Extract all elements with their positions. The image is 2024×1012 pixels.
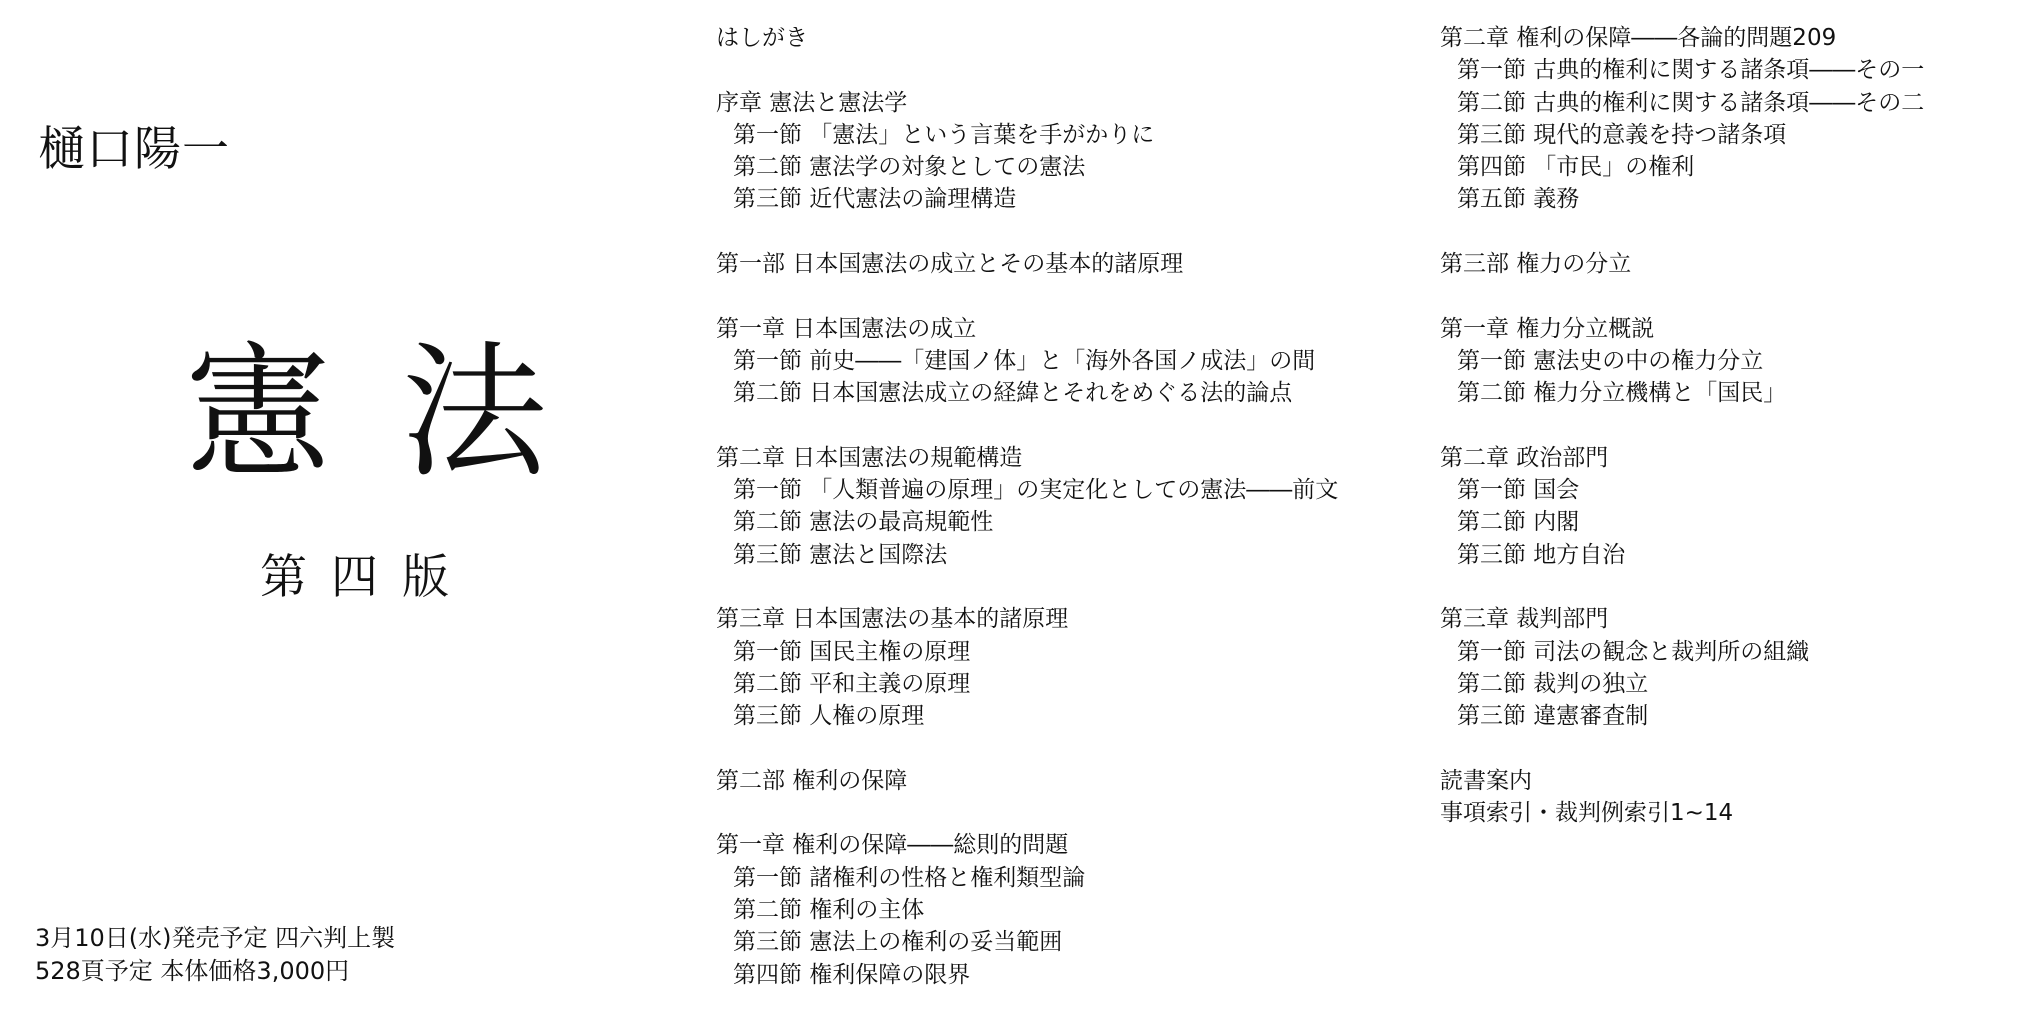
release-date-line: 3月10日(水)発売予定 四六判上製 [35, 924, 396, 952]
toc-section: 第二節 憲法学の対象としての憲法 [733, 154, 1086, 181]
toc-heading: 第三章 日本国憲法の基本的諸原理 [716, 606, 1069, 633]
toc-section: 第二節 権利の主体 [733, 897, 925, 924]
toc-heading: 第一部 日本国憲法の成立とその基本的諸原理 [716, 251, 1184, 278]
book-title [185, 328, 547, 498]
toc-section: 第一節 「憲法」という言葉を手がかりに [733, 121, 1155, 148]
toc-section: 第一節 国民主権の原理 [733, 638, 971, 665]
toc-section: 第三節 人権の原理 [733, 703, 925, 730]
toc-spacer [716, 54, 1416, 86]
toc-spacer [716, 410, 1416, 442]
toc-section: 第三節 憲法と国際法 [733, 541, 948, 568]
toc-heading: はしがき [716, 25, 808, 51]
toc-section: 第四節 「市民」の権利 [1457, 154, 1695, 181]
toc-section: 第二節 裁判の独立 [1457, 670, 1649, 697]
toc-spacer [1440, 216, 2010, 248]
toc-section: 第三節 現代的意義を持つ諸条項 [1457, 121, 1787, 148]
toc-heading: 事項索引・裁判例索引1~14 [1440, 800, 1734, 827]
toc-heading: 序章 憲法と憲法学 [716, 89, 908, 116]
table-of-contents-left [716, 22, 1416, 991]
edition-label: 第四版 [260, 550, 473, 605]
toc-heading: 第三章 裁判部門 [1440, 606, 1609, 633]
publication-info [35, 922, 395, 988]
toc-section: 第一節 諸権利の性格と権利類型論 [733, 864, 1086, 891]
toc-heading: 第二章 日本国憲法の規範構造 [716, 444, 1023, 471]
toc-spacer [716, 797, 1416, 829]
toc-heading: 第二部 権利の保障 [716, 767, 908, 794]
toc-spacer [1440, 571, 2010, 603]
toc-section: 第二節 内閣 [1457, 509, 1580, 536]
toc-section: 第二節 古典的権利に関する諸条項――その二 [1457, 89, 1925, 116]
toc-heading: 第一章 権力分立概説 [1440, 315, 1655, 342]
toc-heading: 第二章 政治部門 [1440, 444, 1609, 471]
toc-spacer [716, 216, 1416, 248]
toc-section: 第三節 憲法上の権利の妥当範囲 [733, 929, 1063, 956]
toc-heading: 第三部 権力の分立 [1440, 251, 1632, 278]
book-cover [0, 0, 700, 1012]
price-line: 528頁予定 本体価格3,000円 [35, 957, 350, 985]
toc-section: 第二節 権力分立機構と「国民」 [1457, 380, 1787, 407]
toc-heading: 読書案内 [1440, 767, 1532, 794]
toc-section: 第三節 近代憲法の論理構造 [733, 186, 1017, 213]
toc-section: 第三節 違憲審査制 [1457, 703, 1649, 730]
author-name: 樋口陽一 [38, 122, 230, 177]
book-title-char: 法 [401, 328, 547, 498]
toc-section: 第一節 司法の観念と裁判所の組織 [1457, 638, 1810, 665]
toc-section: 第五節 義務 [1457, 186, 1580, 213]
toc-spacer [716, 571, 1416, 603]
toc-heading: 第二章 権利の保障――各論的問題209 [1440, 25, 1837, 51]
toc-spacer [1440, 410, 2010, 442]
toc-section: 第一節 憲法史の中の権力分立 [1457, 347, 1764, 374]
toc-section: 第二節 日本国憲法成立の経緯とそれをめぐる法的論点 [733, 380, 1293, 407]
toc-section: 第一節 古典的権利に関する諸条項――その一 [1457, 57, 1925, 84]
toc-spacer [1440, 733, 2010, 765]
toc-heading: 第一章 日本国憲法の成立 [716, 315, 977, 342]
toc-section: 第一節 前史――「建国ノ体」と「海外各国ノ成法」の間 [733, 347, 1316, 374]
toc-heading: 第一章 権利の保障――総則的問題 [716, 832, 1069, 859]
toc-section: 第二節 憲法の最高規範性 [733, 509, 994, 536]
toc-section: 第四節 権利保障の限界 [733, 961, 971, 988]
toc-spacer [716, 280, 1416, 312]
toc-section: 第一節 国会 [1457, 477, 1580, 504]
toc-section: 第二節 平和主義の原理 [733, 670, 971, 697]
toc-spacer [716, 733, 1416, 765]
book-title-char: 憲 [185, 328, 331, 498]
toc-section: 第一節 「人類普遍の原理」の実定化としての憲法――前文 [733, 477, 1339, 504]
toc-spacer [1440, 280, 2010, 312]
table-of-contents-right [1440, 22, 2010, 829]
toc-section: 第三節 地方自治 [1457, 541, 1626, 568]
